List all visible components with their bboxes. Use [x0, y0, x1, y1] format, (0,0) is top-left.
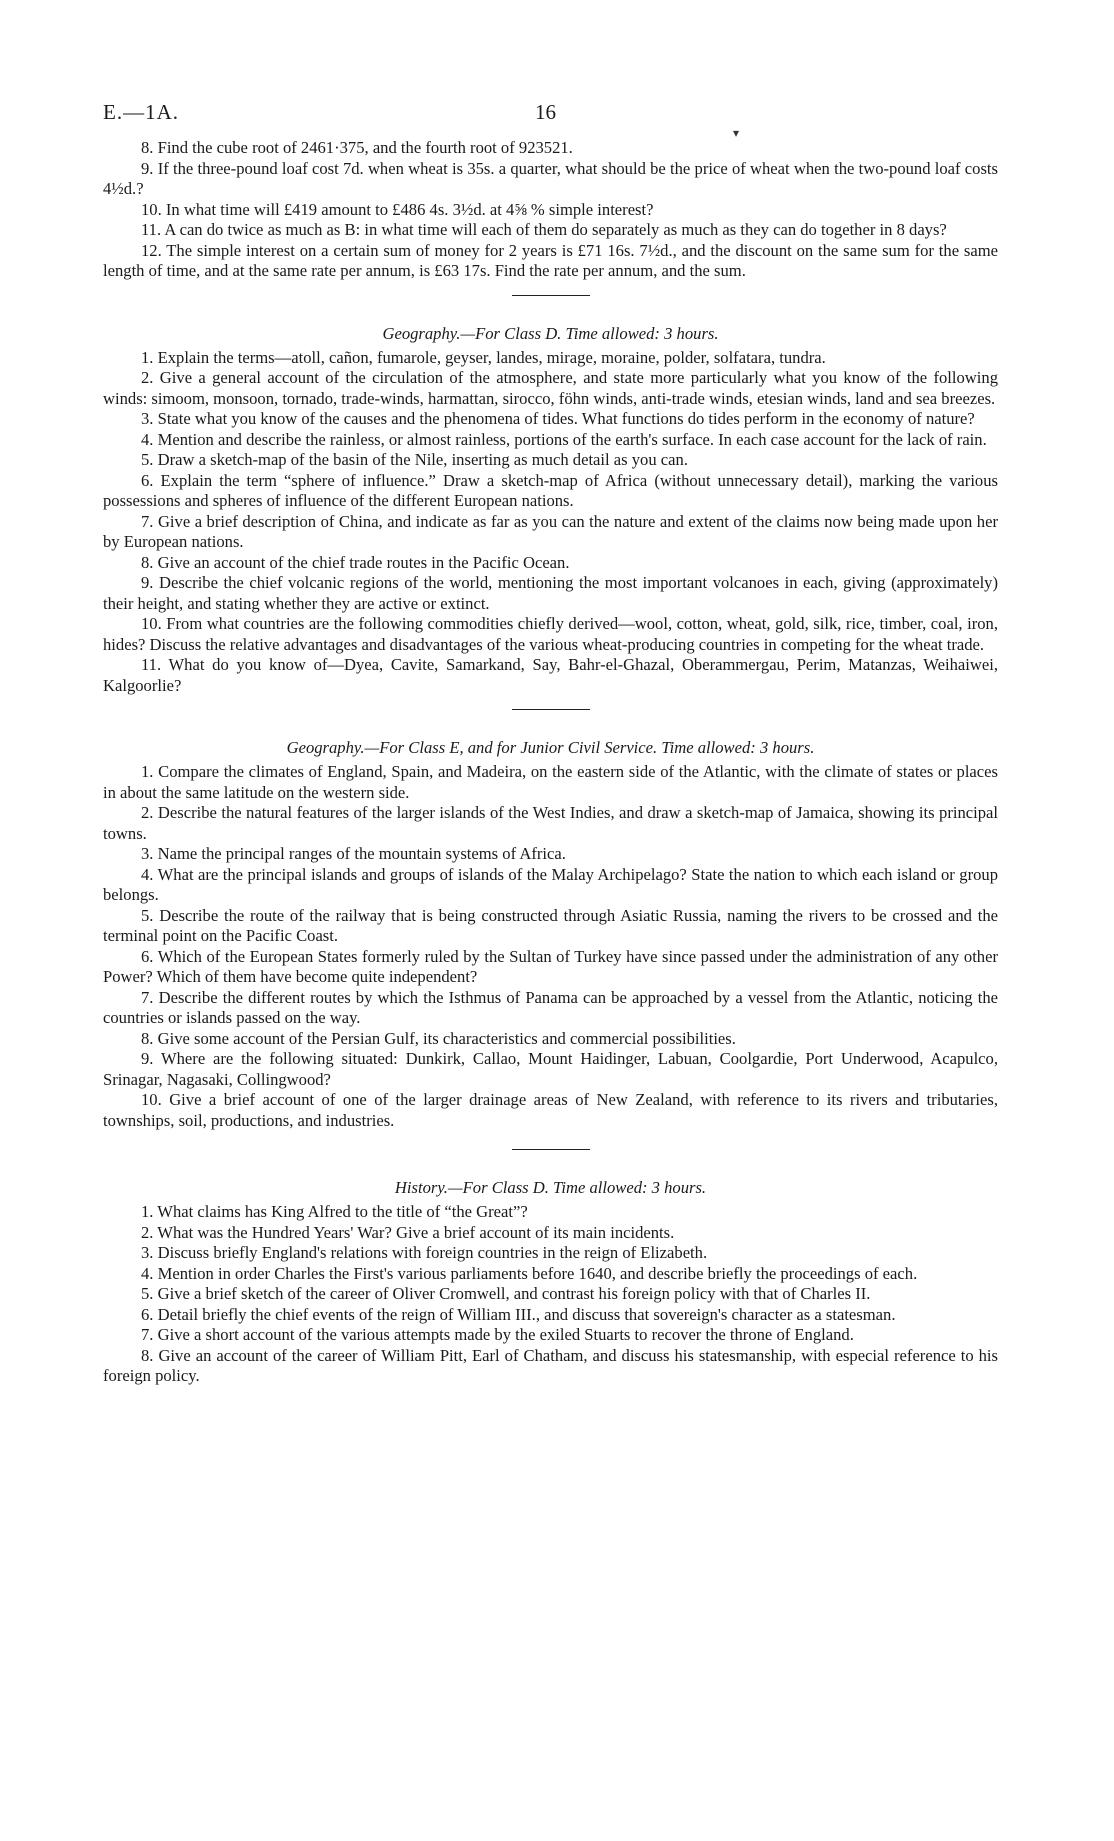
question: 1. Explain the terms—atoll, cañon, fumarole, geyser, landes, mirage, moraine, polder, solfatara, tundra. — [141, 347, 826, 367]
report-reference: E.—1A. — [103, 100, 179, 124]
question: 4. What are the principal islands and groups of islands of the Malay Archipelago? State the nation to which each island or group belongs. — [103, 864, 998, 904]
question: 9. If the three-pound loaf cost 7d. when wheat is 35s. a quarter, what should be the price of wheat when the two-pound loaf costs 4½d.? — [103, 158, 998, 198]
page-header — [103, 100, 998, 138]
question: 10. In what time will £419 amount to £486 4s. 3½d. at 4⅝ % simple interest? — [141, 199, 654, 219]
question: 1. What claims has King Alfred to the title of “the Great”? — [141, 1202, 528, 1221]
question: 7. Describe the different routes by which the Isthmus of Panama can be approached by a vessel from the Atlantic, noticing the countries or islands passed on the way. — [103, 987, 998, 1027]
page-number: 16 — [535, 100, 556, 124]
geography-class-d-section — [103, 324, 998, 697]
question: 1. Compare the climates of England, Spain, and Madeira, on the eastern side of the Atlantic, with the climate of states or places in about the same latitude on the western side. — [103, 762, 998, 802]
question: 11. What do you know of—Dyea, Cavite, Samarkand, Say, Bahr-el-Ghazal, Oberammergau, Perim, Matanzas, Weihaiwei, Kalgoorlie? — [103, 655, 998, 695]
question: 8. Give an account of the chief trade routes in the Pacific Ocean. — [141, 552, 570, 572]
question: 2. Give a general account of the circulation of the atmosphere, and state more particularly what you know of the following winds: simoom, monsoon, tornado, trade-winds, harmattan, sirocco, föhn winds, anti-trade winds, etesian winds, land and sea breezes. — [103, 368, 998, 408]
history-class-d-section — [103, 1178, 998, 1387]
arithmetic-questions-continued — [103, 138, 998, 282]
section-title: History.—For Class D. Time allowed: 3 hours. — [394, 1178, 707, 1197]
section-divider — [512, 709, 590, 710]
question: 8. Give an account of the career of William Pitt, Earl of Chatham, and discuss his statesmanship, with especial reference to his foreign policy. — [103, 1345, 998, 1385]
question: 5. Draw a sketch-map of the basin of the Nile, inserting as much detail as you can. — [141, 450, 688, 469]
geography-class-e-section — [103, 738, 998, 1131]
question: 11. A can do twice as much as B: in what time will each of them do separately as much as they can do together in 8 days? — [141, 220, 947, 239]
question: 12. The simple interest on a certain sum of money for 2 years is £71 16s. 7½d., and the discount on the same sum for the same length of time, and at the same rate per annum, is £63 17s. Find the rate per annum, and the sum. — [103, 240, 998, 280]
question: 10. Give a brief account of one of the larger drainage areas of New Zealand, with reference to its rivers and tributaries, townships, soil, productions, and industries. — [103, 1090, 998, 1130]
section-divider — [512, 1149, 590, 1150]
question: 7. Give a brief description of China, and indicate as far as you can the nature and extent of the claims now being made upon her by European nations. — [103, 511, 998, 551]
section-title: Geography.—For Class D. Time allowed: 3 hours. — [382, 323, 719, 343]
question: 3. Discuss briefly England's relations with foreign countries in the reign of Elizabeth. — [141, 1243, 708, 1262]
document-page — [103, 100, 998, 1387]
question: 10. From what countries are the following commodities chiefly derived—wool, cotton, wheat, gold, silk, rice, timber, coal, iron, hides? Discuss the relative advantages and disadvantages of the various wheat-producing countries in competing for the wheat trade. — [103, 614, 998, 654]
question: 6. Which of the European States formerly ruled by the Sultan of Turkey have since passed under the administration of any other Power? Which of them have become quite independent? — [103, 946, 998, 986]
question: 6. Explain the term “sphere of influence.” Draw a sketch-map of Africa (without unnecessary detail), marking the various possessions and spheres of influence of the different European nations. — [103, 470, 998, 510]
question: 8. Give some account of the Persian Gulf, its characteristics and commercial possibilities. — [141, 1028, 736, 1048]
question: 3. State what you know of the causes and the phenomena of tides. What functions do tides perform in the economy of nature? — [141, 409, 975, 428]
question: 5. Give a brief sketch of the career of Oliver Cromwell, and contrast his foreign policy with that of Charles II. — [141, 1284, 871, 1303]
question: 3. Name the principal ranges of the mountain systems of Africa. — [141, 844, 566, 863]
section-divider — [512, 295, 590, 296]
question: 7. Give a short account of the various attempts made by the exiled Stuarts to recover the throne of England. — [141, 1325, 854, 1344]
section-title: Geography.—For Class E, and for Junior Civil Service. Time allowed: 3 hours. — [286, 738, 815, 757]
question: 9. Where are the following situated: Dunkirk, Callao, Mount Haidinger, Labuan, Coolgardie, Port Underwood, Acapulco, Srinagar, Nagasaki, Collingwood? — [103, 1049, 998, 1089]
print-speck: ▾ — [733, 126, 740, 140]
question: 2. Describe the natural features of the larger islands of the West Indies, and draw a sketch-map of Jamaica, showing its principal towns. — [103, 803, 998, 843]
question: 2. What was the Hundred Years' War? Give a brief account of its main incidents. — [141, 1222, 675, 1242]
question: 8. Find the cube root of 2461·375, and the fourth root of 923521. — [141, 138, 573, 157]
question: 4. Mention in order Charles the First's various parliaments before 1640, and describe briefly the proceedings of each. — [141, 1263, 918, 1283]
question: 5. Describe the route of the railway that is being constructed through Asiatic Russia, naming the rivers to be crossed and the terminal point on the Pacific Coast. — [103, 905, 998, 945]
question: 4. Mention and describe the rainless, or almost rainless, portions of the earth's surface. In each case account for the lack of rain. — [141, 429, 987, 449]
question: 9. Describe the chief volcanic regions of the world, mentioning the most important volcanoes in each, giving (approximately) their height, and stating whether they are active or extinct. — [103, 573, 998, 613]
question: 6. Detail briefly the chief events of the reign of William III., and discuss that sovereign's character as a statesman. — [141, 1304, 896, 1324]
